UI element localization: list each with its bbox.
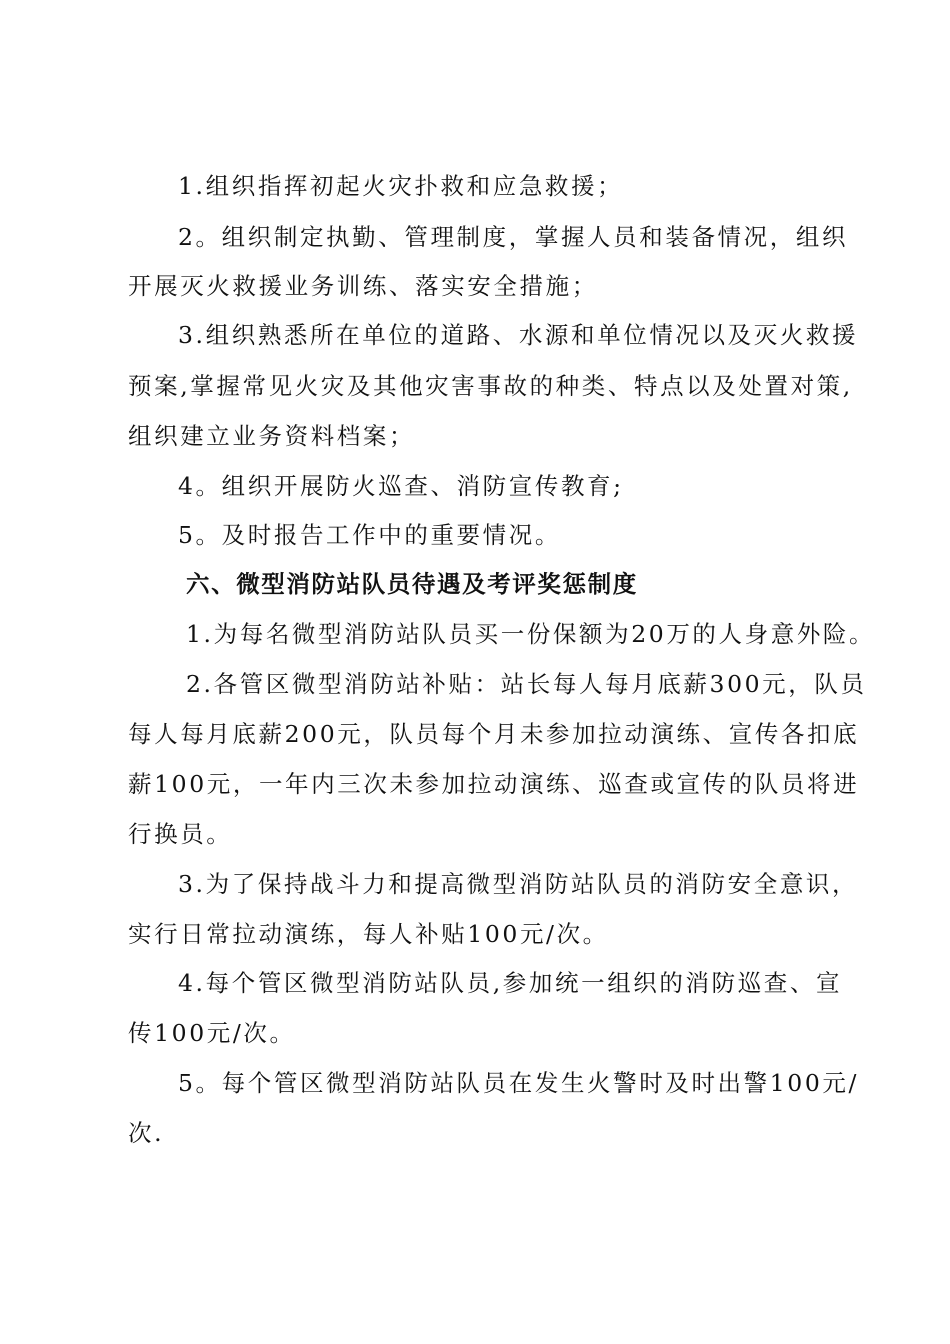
paragraph-line: 薪100元，一年内三次未参加拉动演练、巡查或宣传的队员将进 <box>128 770 860 798</box>
paragraph-line: 2.各管区微型消防站补贴：站长每人每月底薪300元，队员 <box>186 670 867 698</box>
paragraph-line: 5。每个管区微型消防站队员在发生火警时及时出警100元/ <box>178 1069 860 1097</box>
paragraph-line: 2。组织制定执勤、管理制度，掌握人员和装备情况，组织 <box>178 223 849 251</box>
paragraph-line: 行换员。 <box>128 820 233 848</box>
paragraph-line: 4.每个管区微型消防站队员,参加统一组织的消防巡查、宣 <box>178 969 843 997</box>
paragraph-line: 3.为了保持战斗力和提高微型消防站队员的消防安全意识， <box>178 870 859 898</box>
paragraph-line: 5。及时报告工作中的重要情况。 <box>178 521 561 549</box>
paragraph-line: 预案,掌握常见火灾及其他灾害事故的种类、特点以及处置对策, <box>128 372 853 400</box>
paragraph-line: 3.组织熟悉所在单位的道路、水源和单位情况以及灭火救援 <box>178 321 859 349</box>
paragraph-line: 开展灭火救援业务训练、落实安全措施； <box>128 272 598 300</box>
paragraph-line: 1.组织指挥初起火灾扑救和应急救援； <box>178 172 624 200</box>
paragraph-line: 1.为每名微型消防站队员买一份保额为20万的人身意外险。 <box>186 620 876 648</box>
paragraph-line: 传100元/次。 <box>128 1019 296 1047</box>
paragraph-line: 次. <box>128 1119 165 1147</box>
paragraph-line: 4。组织开展防火巡查、消防宣传教育; <box>178 472 624 500</box>
paragraph-line: 每人每月底薪200元，队员每个月未参加拉动演练、宣传各扣底 <box>128 720 860 748</box>
paragraph-line: 组织建立业务资料档案； <box>128 422 416 450</box>
paragraph-line: 实行日常拉动演练，每人补贴100元/次。 <box>128 920 609 948</box>
section-heading: 六、微型消防站队员待遇及考评奖惩制度 <box>186 570 638 598</box>
